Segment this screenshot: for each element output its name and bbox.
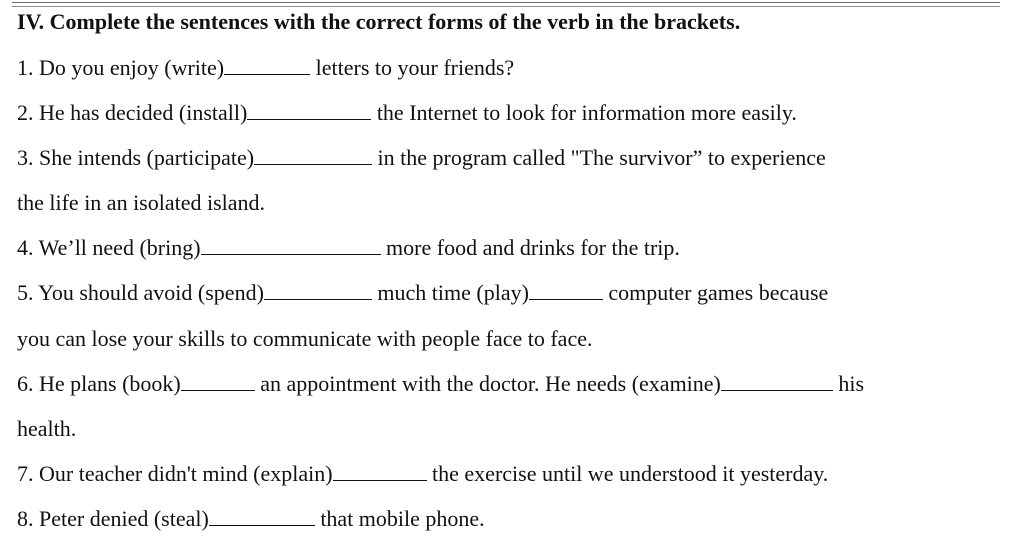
exercise-heading: IV. Complete the sentences with the correct forms of the verb in the brackets. [17,9,741,34]
sentence-6-text-b: an appointment with the doctor. He needs (examine) [254,371,721,396]
answer-blank-2[interactable] [247,101,371,120]
sentence-5-text-a: 5. You should avoid (spend) [17,280,264,305]
sentence-3-continued [17,188,265,218]
sentence-2-text-a: 2. He has decided (install) [17,100,248,125]
sentence-7-text-a: 7. Our teacher didn't mind (explain) [17,461,333,486]
sentence-5 [17,278,828,308]
sentence-6-continued [17,414,76,444]
answer-blank-5b[interactable] [529,281,603,300]
sentence-3 [17,143,826,173]
sentence-3-text-b: in the program called "The survivor” to experience [372,145,826,170]
answer-blank-3[interactable] [254,146,372,165]
sentence-8 [17,504,485,534]
sentence-1 [17,53,514,83]
sentence-8-text-a: 8. Peter denied (steal) [17,506,209,531]
sentence-4-text-a: 4. We’ll need (bring) [17,235,201,260]
sentence-5-text-b: much time (play) [371,280,529,305]
sentence-5-continued [17,324,592,354]
answer-blank-6a[interactable] [181,372,255,391]
sentence-8-text-b: that mobile phone. [314,506,485,531]
sentence-2 [17,98,797,128]
sentence-3-text-c: the life in an isolated island. [17,190,266,215]
sentence-6 [17,369,864,399]
sentence-5-text-d: you can lose your skills to communicate with people face to face. [17,326,593,351]
sentence-1-text-b: letters to your friends? [310,55,515,80]
sentence-6-text-a: 6. He plans (book) [17,371,181,396]
sentence-6-text-c: his [832,371,865,396]
answer-blank-5a[interactable] [264,281,372,300]
sentence-4-text-b: more food and drinks for the trip. [380,235,680,260]
sentence-5-text-c: computer games because [602,280,829,305]
answer-blank-1[interactable] [224,56,310,75]
sentence-3-text-a: 3. She intends (participate) [17,145,255,170]
sentence-4 [17,233,680,263]
sentence-6-text-d: health. [17,416,77,441]
answer-blank-4[interactable] [201,236,381,255]
header-rule [12,2,1000,3]
sentence-1-text-a: 1. Do you enjoy (write) [17,55,225,80]
sentence-7 [17,459,828,489]
answer-blank-7[interactable] [333,462,427,481]
answer-blank-8[interactable] [209,507,315,526]
sentence-2-text-b: the Internet to look for information more easily. [371,100,797,125]
sentence-7-text-b: the exercise until we understood it yesterday. [426,461,829,486]
answer-blank-6b[interactable] [721,372,833,391]
